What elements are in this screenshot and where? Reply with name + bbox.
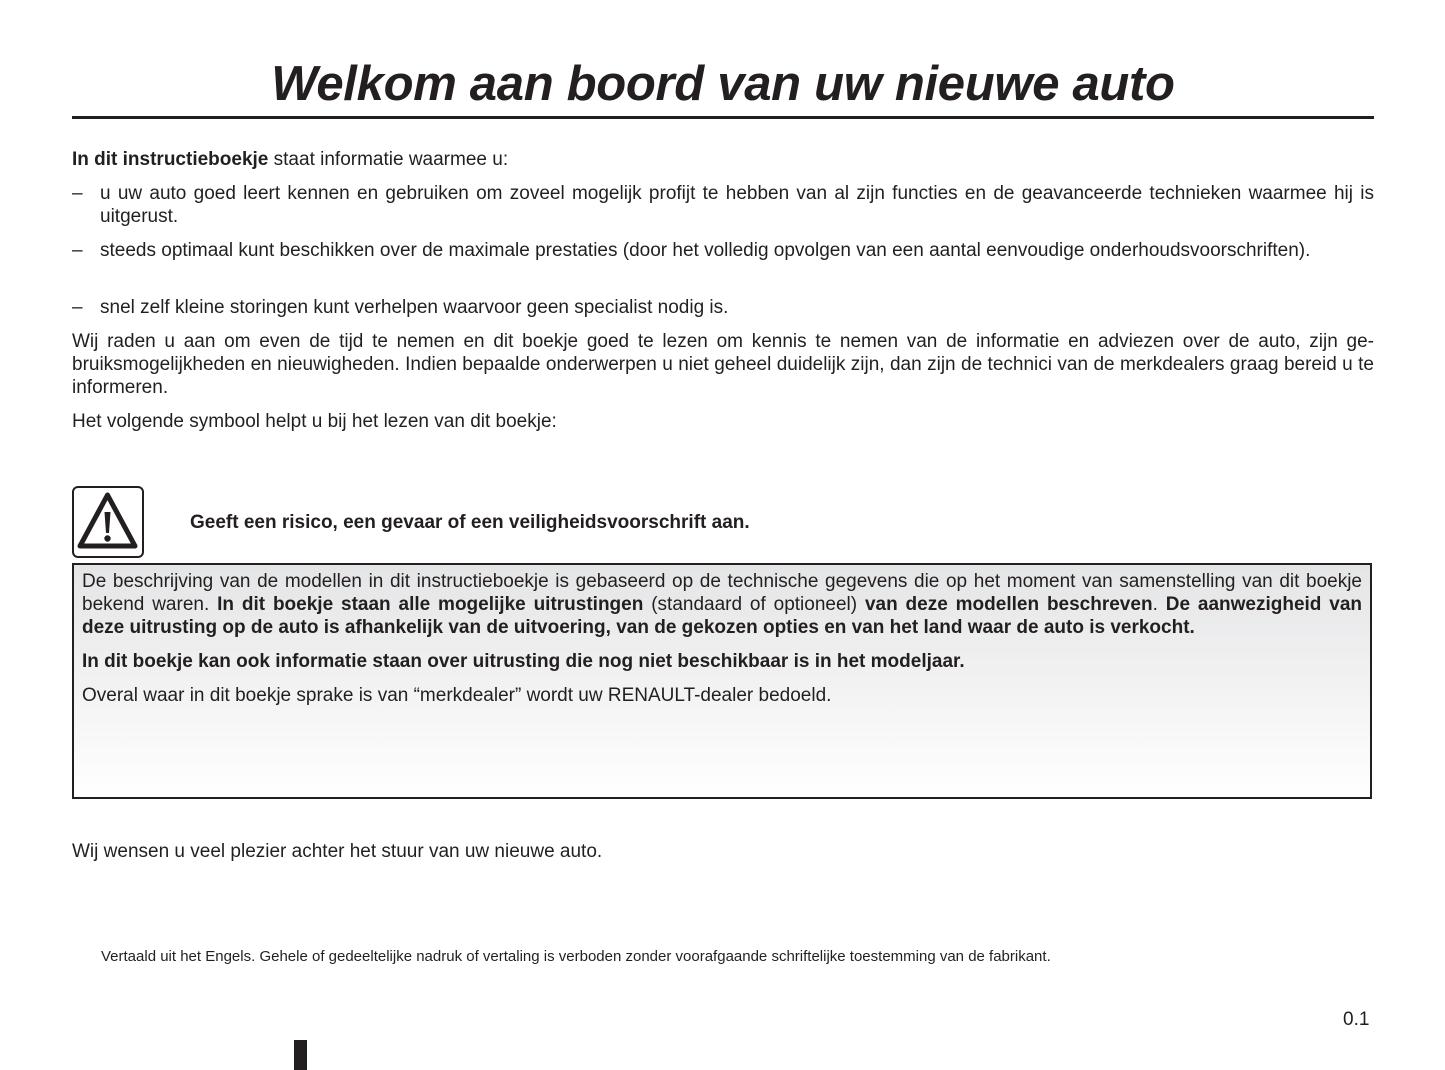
warning-description: Geeft een risico, een gevaar of een veiligheidsvoorschrift aan. [190,512,750,533]
intro-bold: In dit instructieboekje [72,149,269,170]
bullet-dash: – [72,297,83,318]
modelyear-note [82,650,1362,673]
page-title: Welkom aan boord van uw nieuwe auto [271,57,1175,111]
bullet-dash: – [72,183,83,204]
bullet-dash: – [72,240,83,261]
symbol-intro: Het volgende symbool helpt u bij het lezen van dit boekje: [72,411,557,432]
intro-paragraph [72,148,1374,171]
closing-paragraph: Wij wensen u veel plezier achter het stuur van uw nieuwe auto. [72,841,603,862]
text-span: . [1152,594,1166,615]
bold-span: In dit boekje staan alle mogelijke uitrustingen [217,594,644,615]
disclaimer-paragraph [82,570,1362,639]
warning-triangle-icon [72,486,144,558]
copyright-note: Vertaald uit het Engels. Gehele of gedeeltelijke nadruk of vertaling is verboden zonder voorafgaande schriftelijke toestemming van de fabrikant. [101,948,1051,965]
text-span: (standaard of optioneel) [643,594,865,615]
dealer-note: Overal waar in dit boekje sprake is van “merkdealer” wordt uw RENAULT-dealer bedoeld. [82,685,832,706]
bullet-text: u uw auto goed leert kennen en gebruiken om zoveel mogelijk profijt te hebben van al zijn functies en de geavanceerde technieken waarmee hij is uitgerust. [100,183,1374,227]
text-span: De beschrijving van de modellen in dit instructieboekje is gebaseerd op de technische gegevens die op het moment van samenstelling van dit boekje bekend waren. [82,571,1362,615]
advice-paragraph: Wij raden u aan om even de tijd te nemen en dit boekje goed te lezen om kennis te nemen van de informatie en adviezen over de auto, zijn gebruiksmogelijkheden en nieuwigheden. Indien bepaalde onderwerpen u niet geheel duidelijk zijn, dan zijn de technici van de merkdealers graag bereid u te informeren. [72,331,1374,398]
list-item [72,182,1374,228]
page-number: 0.1 [1343,1009,1370,1030]
list-item [72,296,1374,319]
bold-span: In dit boekje kan ook informatie staan over uitrusting die nog niet beschikbaar is in het modeljaar. [82,651,965,672]
title-divider [72,116,1374,119]
disclaimer-box [72,563,1372,799]
intro-rest: staat informatie waarmee u: [268,149,509,170]
list-item [72,239,1374,262]
bullet-text: snel zelf kleine storingen kunt verhelpen waarvoor geen specialist nodig is. [100,297,729,318]
bold-span: De aanwezigheid van deze uitrusting op de auto is afhankelijk van de uitvoering, van de gekozen opties en van het land waar de auto is verkocht. [82,594,1363,638]
bullet-text: steeds optimaal kunt beschikken over de maximale prestaties (door het volledig opvolgen van een aantal eenvoudige onderhoudsvoorschriften). [100,240,1311,261]
print-marker [294,1040,307,1070]
bold-span: van deze modellen beschreven [864,594,1153,615]
